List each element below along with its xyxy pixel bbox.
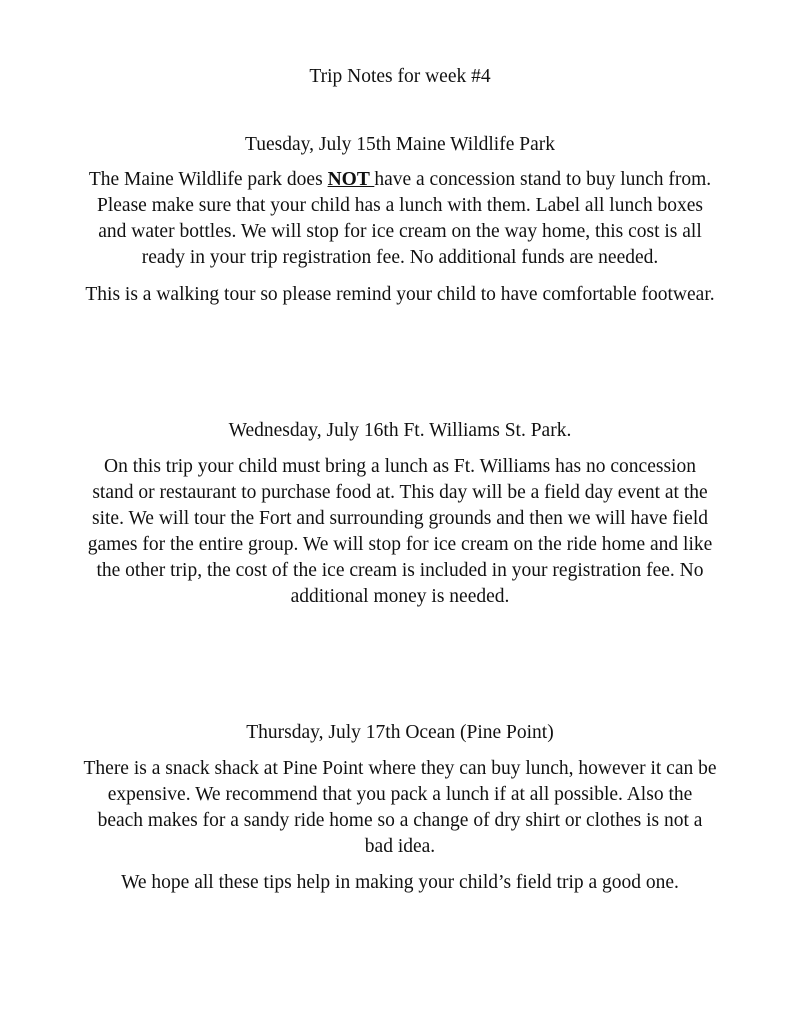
- trip-body-line: ready in your trip registration fee. No additional funds are needed.: [141, 247, 659, 268]
- trip-body-line: and water bottles. We will stop for ice cream on the way home, this cost is all: [98, 221, 702, 242]
- trip-note-footwear: This is a walking tour so please remind your child to have comfortable footwear.: [85, 284, 715, 305]
- closing-note: We hope all these tips help in making your child’s field trip a good one.: [121, 872, 679, 893]
- emphasis-not: NOT: [327, 169, 375, 190]
- trip-body-line: games for the entire group. We will stop for ice cream on the ride home and like: [87, 534, 713, 555]
- document-title: Trip Notes for week #4: [309, 66, 491, 87]
- trip-body-line: On this trip your child must bring a lunch as Ft. Williams has no concession: [104, 456, 696, 477]
- trip-body-line: site. We will tour the Fort and surrounding grounds and then we will have field: [91, 508, 708, 529]
- trip-body-line: bad idea.: [364, 836, 436, 857]
- trip-body-line: additional money is needed.: [290, 586, 510, 607]
- trip-heading-wednesday: Wednesday, July 16th Ft. Williams St. Park.: [228, 420, 572, 441]
- trip-body-line: expensive. We recommend that you pack a lunch if at all possible. Also the: [107, 784, 693, 805]
- trip-body-text: have a concession stand to buy lunch from.: [374, 169, 712, 190]
- trip-body-line: [0, 167, 800, 193]
- trip-heading-thursday: Thursday, July 17th Ocean (Pine Point): [246, 722, 554, 743]
- trip-body-text: The Maine Wildlife park does: [88, 169, 328, 190]
- trip-body-line: stand or restaurant to purchase food at. This day will be a field day event at the: [92, 482, 708, 503]
- trip-body-line: Please make sure that your child has a lunch with them. Label all lunch boxes: [97, 195, 703, 216]
- trip-body-line: the other trip, the cost of the ice cream is included in your registration fee. No: [96, 560, 704, 581]
- trip-body-line: There is a snack shack at Pine Point where they can buy lunch, however it can be: [83, 758, 717, 779]
- trip-heading-tuesday: Tuesday, July 15th Maine Wildlife Park: [245, 134, 555, 155]
- trip-body-line: beach makes for a sandy ride home so a change of dry shirt or clothes is not a: [97, 810, 703, 831]
